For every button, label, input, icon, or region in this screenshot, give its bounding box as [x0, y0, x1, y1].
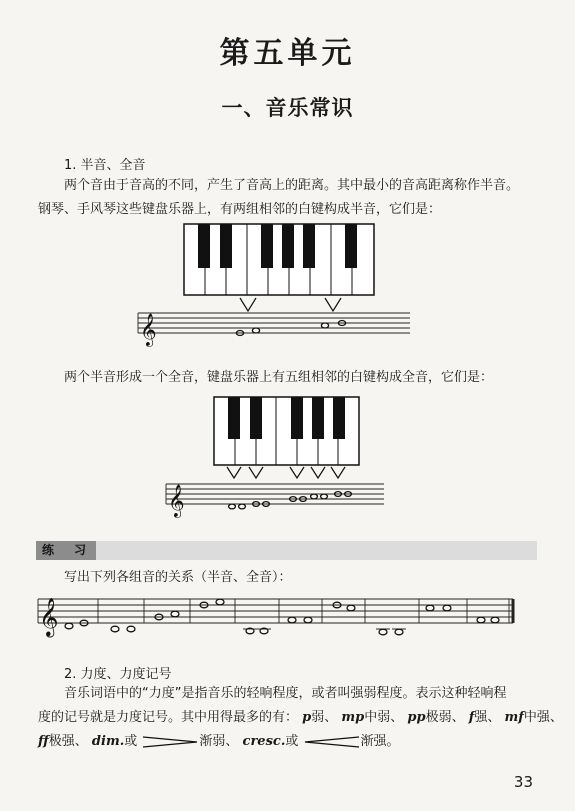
- staff-semitone: [138, 313, 410, 333]
- exercise-instruction: 写出下列各组音的关系（半音、全音）：: [64, 570, 292, 585]
- or-2: 或: [285, 734, 299, 749]
- subheading-dynamics: 2. 力度、力度记号: [64, 667, 172, 682]
- or-1: 或: [124, 734, 138, 749]
- crescendo-hairpin-icon: [303, 736, 361, 748]
- treble-clef-icon: 𝄞: [140, 313, 157, 346]
- dynamic-mark-pp: pp: [407, 710, 426, 725]
- paragraph-semitone-line1: 两个音由于音高的不同，产生了音高上的距离。其中最小的音高距离称作半音。: [64, 178, 520, 193]
- exercise-label: 练 习: [36, 541, 96, 560]
- dynamic-desc-ff: 极强、: [48, 734, 88, 749]
- dynamic-desc-dim: 渐弱、: [199, 734, 239, 749]
- staff-exercise: [38, 599, 513, 623]
- exercise-bar: [36, 541, 537, 560]
- page-number: 33: [513, 773, 533, 791]
- dynamic-mark-ff: ff: [38, 734, 49, 749]
- dynamic-mark-cresc: cresc.: [242, 734, 286, 749]
- subheading-semitone: 1. 半音、全音: [64, 158, 146, 173]
- dynamic-mark-p: p: [302, 710, 312, 725]
- paragraph-dynamics-line2: [38, 706, 563, 730]
- dynamic-mark-dim: dim.: [91, 734, 125, 749]
- dynamic-mark-mf: mf: [504, 710, 524, 725]
- dynamic-desc-cresc: 渐强。: [360, 734, 400, 749]
- treble-clef-icon: 𝄞: [168, 484, 185, 517]
- dynamic-desc-mp: 中弱、: [364, 710, 404, 725]
- dynamic-desc-f: 强、: [474, 710, 501, 725]
- paragraph-wholetone: 两个半音形成一个全音，键盘乐器上有五组相邻的白键构成全音，它们是：: [64, 370, 494, 385]
- unit-title: 第五单元: [219, 36, 356, 71]
- section-title: 一、音乐常识: [221, 96, 354, 120]
- dynamic-mark-mp: mp: [341, 710, 365, 725]
- keyboard-wholetone: [214, 397, 359, 478]
- dynamic-desc-p: 弱、: [311, 710, 338, 725]
- dynamic-desc-mf: 中强、: [523, 710, 563, 725]
- paragraph-semitone-line2: 钢琴、手风琴这些键盘乐器上，有两组相邻的白键构成半音，它们是：: [38, 202, 442, 217]
- paragraph-dynamics-line1: 音乐词语中的“力度”是指音乐的轻响程度，或者叫强弱程度。表示这种轻响程: [64, 686, 507, 701]
- keyboard-semitone: [184, 224, 374, 311]
- paragraph-dynamics-line3: [38, 730, 400, 754]
- decrescendo-hairpin-icon: [141, 736, 199, 748]
- dynamic-desc-pp: 极弱、: [425, 710, 465, 725]
- treble-clef-icon: 𝄞: [39, 597, 59, 636]
- dynamics-intro: 度的记号就是力度记号。其中用得最多的有：: [38, 710, 299, 725]
- dynamic-mark-f: f: [468, 710, 475, 725]
